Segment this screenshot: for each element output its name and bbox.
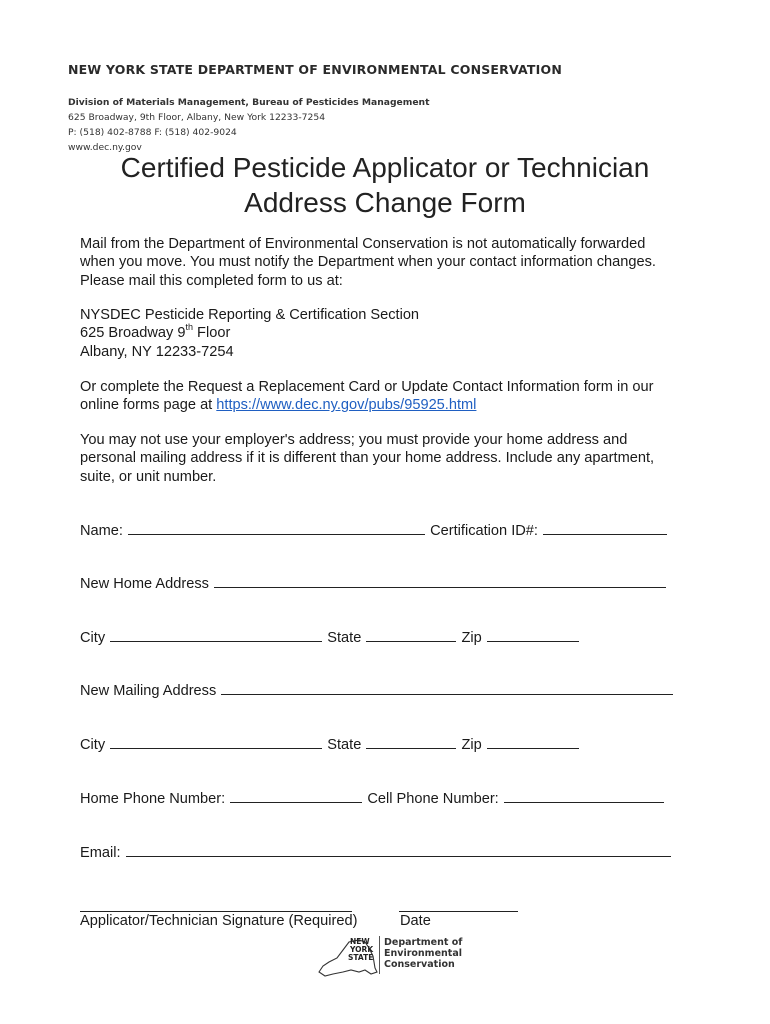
- mailing-address-row: [80, 681, 674, 700]
- mailing-zip-label: Zip: [461, 737, 482, 753]
- home-state-field[interactable]: [366, 628, 456, 642]
- agency-name: NEW YORK STATE DEPARTMENT OF ENVIRONMENTAL CONSERVATION: [68, 62, 562, 77]
- home-state-label: State: [327, 630, 362, 646]
- date-label: Date: [400, 913, 431, 929]
- notice-line3: suite, or unit number.: [80, 468, 217, 485]
- division-info: [68, 95, 430, 155]
- intro-line2: when you move. You must notify the Department when your contact information changes.: [80, 254, 656, 271]
- name-row: [80, 521, 668, 540]
- mailing-city-row: [80, 735, 580, 754]
- mail-to-street: 625 Broadway 9: [80, 325, 186, 342]
- online-line1: Or complete the Request a Replacement Card or Update Contact Information form in our: [80, 379, 654, 395]
- form-title: [0, 150, 770, 220]
- email-row: [80, 843, 672, 862]
- home-city-label: City: [80, 630, 106, 646]
- home-address-row: [80, 574, 667, 593]
- online-paragraph: [80, 378, 690, 415]
- intro-line1: Mail from the Department of Environmental Conservation is not automatically forwarded: [80, 236, 646, 252]
- mail-to-line1: NYSDEC Pesticide Reporting & Certification Section: [80, 307, 420, 323]
- cell-phone-label: Cell Phone Number:: [367, 791, 499, 807]
- footer-department: [384, 937, 462, 970]
- home-city-field[interactable]: [110, 628, 322, 642]
- footer-dept-line1: Department of: [384, 937, 463, 948]
- home-zip-label: Zip: [461, 630, 482, 646]
- mailing-zip-field[interactable]: [487, 735, 579, 749]
- notice-line2: personal mailing address if it is different than your home address. Include any apartment,: [80, 450, 655, 467]
- footer-dept-line3: Conservation: [384, 959, 455, 970]
- notice-line1: You may not use your employer's address; you must provide your home address and: [80, 432, 628, 448]
- home-phone-label: Home Phone Number:: [80, 791, 226, 807]
- online-line2: [80, 396, 690, 414]
- mailing-city-label: City: [80, 737, 106, 753]
- online-forms-link[interactable]: https://www.dec.ny.gov/pubs/95925.html: [216, 397, 477, 414]
- intro-line3: Please mail this completed form to us at:: [80, 272, 343, 289]
- cell-phone-field[interactable]: [504, 789, 664, 803]
- name-label: Name:: [80, 523, 123, 539]
- mailing-address-label: New Mailing Address: [80, 683, 217, 699]
- signature-field[interactable]: [80, 910, 352, 912]
- form-title-line1: Certified Pesticide Applicator or Technician: [120, 152, 650, 183]
- mail-to-floor: Floor: [193, 325, 231, 342]
- cert-id-label: Certification ID#:: [430, 523, 538, 539]
- home-city-row: [80, 628, 580, 647]
- mailing-address-block: [80, 306, 690, 361]
- home-address-label: New Home Address: [80, 576, 209, 592]
- logo-state-line2: YORK: [350, 945, 374, 954]
- agency-header: [68, 62, 562, 77]
- mail-to-ordinal: th: [185, 322, 193, 333]
- phone-row: [80, 789, 665, 808]
- logo-state-line3: STATE: [348, 953, 374, 962]
- cert-id-field[interactable]: [543, 521, 667, 535]
- name-field[interactable]: [128, 521, 425, 535]
- mailing-state-label: State: [327, 737, 362, 753]
- notice-paragraph: [80, 431, 690, 486]
- logo-divider: [379, 936, 380, 974]
- mail-to-line3: Albany, NY 12233-7254: [80, 343, 234, 360]
- home-phone-field[interactable]: [230, 789, 362, 803]
- home-address-field[interactable]: [214, 574, 666, 588]
- mailing-state-field[interactable]: [366, 735, 456, 749]
- form-title-line2: Address Change Form: [244, 187, 526, 218]
- footer-dept-line2: Environmental: [384, 948, 462, 959]
- home-zip-field[interactable]: [487, 628, 579, 642]
- online-prefix: online forms page at: [80, 397, 217, 414]
- intro-paragraph: [80, 235, 690, 290]
- division-name: Division of Materials Management, Bureau of Pesticides Management: [68, 97, 430, 108]
- email-label: Email:: [80, 845, 121, 861]
- mail-to-line2: [80, 324, 690, 342]
- email-field[interactable]: [126, 843, 671, 857]
- logo-state-line1: NEW: [350, 937, 370, 946]
- date-field[interactable]: [399, 910, 518, 912]
- division-address: 625 Broadway, 9th Floor, Albany, New York 12233-7254: [68, 112, 326, 123]
- mailing-city-field[interactable]: [110, 735, 322, 749]
- division-phone-fax: P: (518) 402-8788 F: (518) 402-9024: [68, 127, 237, 138]
- mailing-address-field[interactable]: [221, 681, 673, 695]
- division-website: www.dec.ny.gov: [68, 142, 142, 153]
- signature-label: Applicator/Technician Signature (Required): [80, 913, 358, 929]
